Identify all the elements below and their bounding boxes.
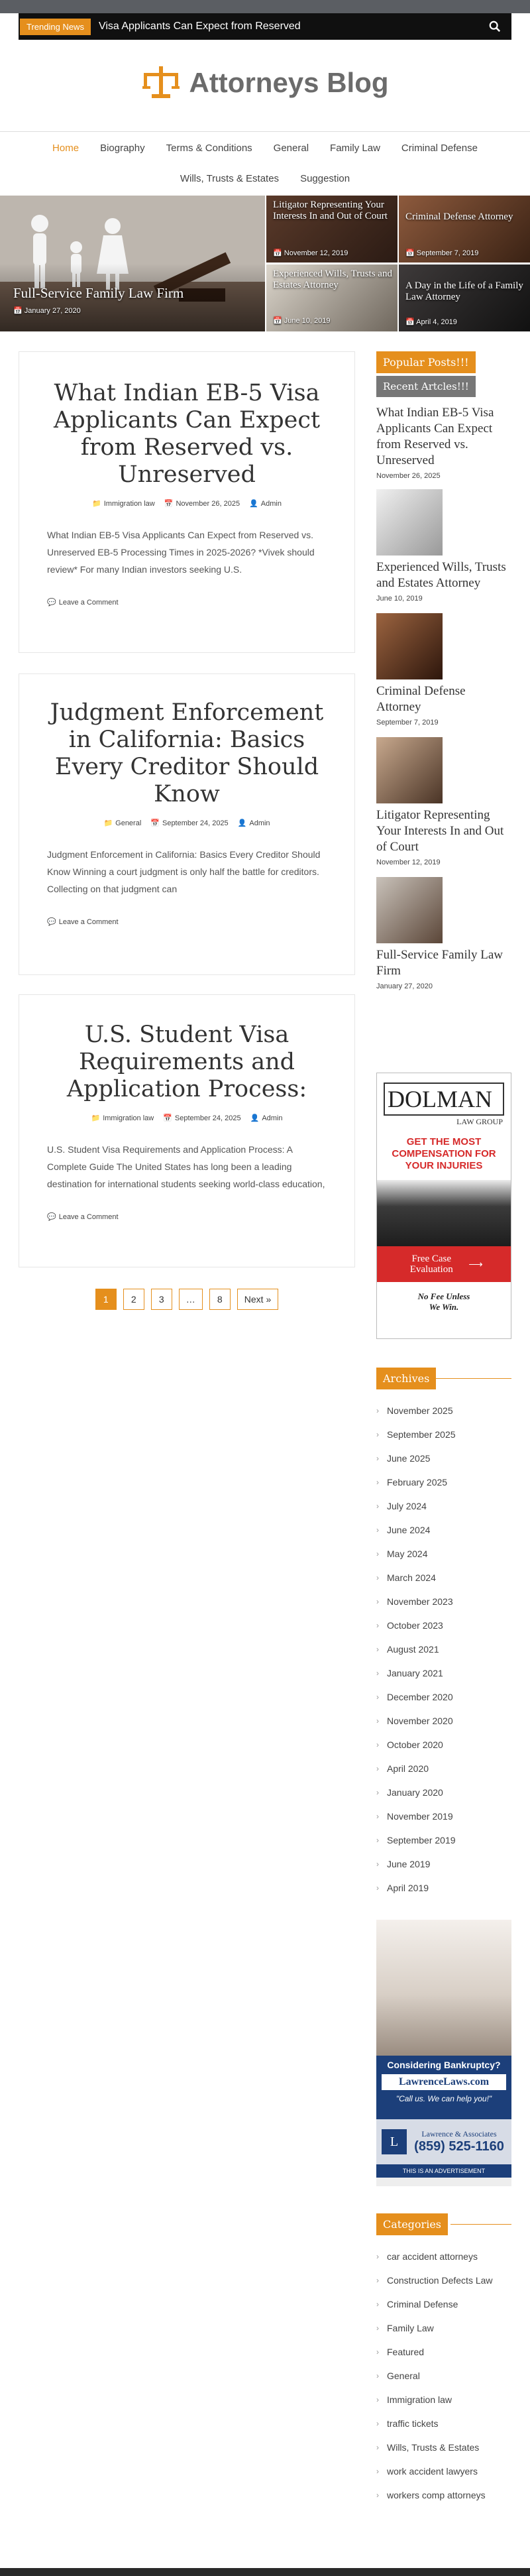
archive-text: November 2020 xyxy=(387,1715,453,1726)
categories-rule xyxy=(450,2224,511,2225)
archive-text: March 2024 xyxy=(387,1572,436,1583)
post-card xyxy=(19,994,355,1267)
user-icon: 👤 xyxy=(250,1114,260,1122)
post-date-text: September 24, 2025 xyxy=(162,819,229,827)
trending-bar xyxy=(19,13,511,40)
leave-comment-text: Leave a Comment xyxy=(58,598,119,607)
dolman-cta-button[interactable] xyxy=(377,1246,511,1282)
archive-text: June 2024 xyxy=(387,1524,431,1535)
category-text: car accident attorneys xyxy=(387,2251,478,2262)
archive-item[interactable] xyxy=(376,1399,511,1423)
dolman-headline: GET THE MOST COMPENSATION FOR YOUR INJURIES xyxy=(392,1136,496,1171)
post-card xyxy=(19,673,355,975)
calendar-icon: 📅 xyxy=(164,500,174,508)
post-author-text: Admin xyxy=(260,499,282,508)
trending-headline-link[interactable]: Visa Applicants Can Expect from Reserved xyxy=(98,21,301,32)
post-date-text: September 24, 2025 xyxy=(174,1114,241,1122)
archive-text: April 2020 xyxy=(387,1763,429,1774)
hero-card-title: Litigator Representing Your Interests In and Out of Court xyxy=(273,200,388,221)
categories-list xyxy=(376,2245,511,2507)
post-date xyxy=(150,819,228,827)
archives-rule xyxy=(429,1378,511,1379)
arrow-right-icon: ⟶ xyxy=(468,1259,483,1270)
comment-icon: 💬 xyxy=(47,1213,56,1221)
hero-card-date-text: June 10, 2019 xyxy=(284,317,331,325)
archive-text: September 2019 xyxy=(387,1834,456,1845)
category-text: Construction Defects Law xyxy=(387,2274,493,2286)
chevron-right-icon: › xyxy=(376,1405,379,1415)
nav-biography[interactable]: Biography xyxy=(100,142,145,154)
hero-card-date-text: November 12, 2019 xyxy=(284,249,348,257)
category-text: workers comp attorneys xyxy=(387,2489,486,2500)
archive-item[interactable] xyxy=(376,1637,511,1661)
category-item[interactable] xyxy=(376,2412,511,2435)
nav-wills-trusts[interactable]: Wills, Trusts & Estates xyxy=(180,172,280,184)
chevron-right-icon: › xyxy=(376,1477,379,1487)
archive-item[interactable] xyxy=(376,1852,511,1876)
post-title[interactable]: What Indian EB-5 Visa Applicants Can Expect from Reserved vs. Unreserved xyxy=(53,380,321,488)
nav-home[interactable]: Home xyxy=(52,142,80,154)
hero-card-date: 📅 September 7, 2019 xyxy=(405,249,479,257)
hero-card-litigator[interactable] xyxy=(266,196,398,263)
post-category[interactable] xyxy=(103,819,141,827)
recent-post-date: November 12, 2019 xyxy=(376,858,441,866)
lawrence-line2: "Call us. We can help you!" xyxy=(396,2094,492,2103)
gavel-thumbnail xyxy=(376,613,443,679)
main-nav xyxy=(19,133,511,194)
post-excerpt: What Indian EB-5 Visa Applicants Can Expect from Reserved vs. Unreserved EB-5 Processing Times in 2025-2026? *Vivek should review* For many Indian investors seeking U.S. xyxy=(47,530,315,575)
archive-text: November 2023 xyxy=(387,1596,453,1607)
category-item[interactable] xyxy=(376,2292,511,2316)
category-text: Family Law xyxy=(387,2322,434,2333)
category-item[interactable] xyxy=(376,2388,511,2412)
user-icon: 👤 xyxy=(249,500,258,508)
featured-slider xyxy=(0,196,530,331)
folder-icon: 📁 xyxy=(92,500,101,508)
archive-item[interactable] xyxy=(376,1590,511,1613)
chevron-right-icon: › xyxy=(376,2347,379,2357)
post-category-text: Immigration law xyxy=(103,1114,154,1122)
trending-badge: Trending News xyxy=(20,19,91,35)
lawrence-ad-body xyxy=(376,2056,511,2119)
archive-item[interactable] xyxy=(376,1757,511,1781)
archive-item[interactable] xyxy=(376,1781,511,1804)
chevron-right-icon: › xyxy=(376,2299,379,2309)
category-text: Featured xyxy=(387,2346,425,2357)
category-item[interactable] xyxy=(376,2316,511,2340)
category-text: traffic tickets xyxy=(387,2418,439,2429)
chevron-right-icon: › xyxy=(376,1525,379,1535)
nav-general[interactable]: General xyxy=(273,142,309,154)
chevron-right-icon: › xyxy=(376,2490,379,2500)
chevron-right-icon: › xyxy=(376,1763,379,1773)
archive-text: January 2021 xyxy=(387,1667,443,1678)
nav-row-1 xyxy=(19,133,511,163)
leave-comment-text: Leave a Comment xyxy=(58,1212,119,1221)
archive-item[interactable] xyxy=(376,1566,511,1590)
hero-card-wills[interactable] xyxy=(266,264,398,331)
dolman-brand: DOLMAN xyxy=(388,1086,492,1112)
post-meta xyxy=(19,1114,354,1122)
archive-item[interactable] xyxy=(376,1733,511,1757)
comment-icon: 💬 xyxy=(47,599,56,607)
archive-item[interactable] xyxy=(376,1542,511,1566)
post-meta xyxy=(19,819,354,827)
archive-item[interactable] xyxy=(376,1804,511,1828)
folder-icon: 📁 xyxy=(103,819,113,827)
nav-row-2 xyxy=(19,163,511,194)
chevron-right-icon: › xyxy=(376,1429,379,1439)
chevron-right-icon: › xyxy=(376,1787,379,1797)
recent-post-item[interactable] xyxy=(376,489,511,603)
chevron-right-icon: › xyxy=(376,2251,379,2261)
hero-main-date-text: January 27, 2020 xyxy=(24,307,81,315)
archive-text: September 2025 xyxy=(387,1429,456,1440)
archive-text: July 2024 xyxy=(387,1500,427,1511)
archive-text: August 2021 xyxy=(387,1643,439,1655)
family-thumbnail xyxy=(376,877,443,943)
recent-post-title: Litigator Representing Your Interests In and Out of Court xyxy=(376,808,504,854)
recent-post-title: Criminal Defense Attorney xyxy=(376,684,466,714)
leave-comment-text: Leave a Comment xyxy=(58,917,119,926)
category-item[interactable] xyxy=(376,2268,511,2292)
dolman-subbrand: LAW GROUP xyxy=(456,1117,503,1126)
comment-icon: 💬 xyxy=(47,918,56,926)
chevron-right-icon: › xyxy=(376,2275,379,2285)
archive-text: November 2019 xyxy=(387,1810,453,1822)
page-3[interactable]: 3 xyxy=(151,1289,172,1310)
post-author-text: Admin xyxy=(249,819,270,827)
hero-card-criminal[interactable] xyxy=(399,196,530,263)
nav-terms[interactable]: Terms & Conditions xyxy=(166,142,252,154)
next-page-button[interactable]: Next » xyxy=(237,1289,278,1310)
nav-family-law[interactable]: Family Law xyxy=(330,142,380,154)
dolman-logo xyxy=(384,1083,504,1116)
chevron-right-icon: › xyxy=(376,1739,379,1749)
archive-text: October 2023 xyxy=(387,1619,443,1631)
recent-post-date: June 10, 2019 xyxy=(376,595,423,603)
page-ellipsis: … xyxy=(179,1289,203,1310)
chevron-right-icon: › xyxy=(376,1549,379,1558)
chevron-right-icon: › xyxy=(376,2371,379,2380)
post-date xyxy=(163,1114,240,1122)
stressed-man-photo xyxy=(376,1920,511,2056)
category-item[interactable] xyxy=(376,2459,511,2483)
archive-text: December 2020 xyxy=(387,1691,453,1702)
top-strip xyxy=(0,0,530,13)
dolman-footer xyxy=(377,1291,511,1313)
recent-post-date: January 27, 2020 xyxy=(376,982,433,990)
post-category[interactable] xyxy=(92,499,155,508)
archive-item[interactable] xyxy=(376,1661,511,1685)
recent-post-date: November 26, 2025 xyxy=(376,472,441,480)
hero-main-card[interactable] xyxy=(0,196,265,331)
post-author-text: Admin xyxy=(262,1114,283,1122)
chevron-right-icon: › xyxy=(376,1883,379,1893)
hero-card-family-day[interactable] xyxy=(399,264,530,331)
post-date xyxy=(164,499,240,508)
archive-item[interactable] xyxy=(376,1828,511,1852)
post-meta xyxy=(19,499,354,508)
archive-item[interactable] xyxy=(376,1685,511,1709)
archive-item[interactable] xyxy=(376,1446,511,1470)
post-title[interactable]: U.S. Student Visa Requirements and Application Process: xyxy=(66,1022,307,1102)
hero-card-date: 📅 November 12, 2019 xyxy=(273,249,348,257)
archive-text: January 2020 xyxy=(387,1786,443,1798)
archives-label: Archives xyxy=(376,1368,436,1389)
hero-card-title: A Day in the Life of a Family Law Attorney xyxy=(405,280,523,302)
post-date-text: November 26, 2025 xyxy=(176,499,240,508)
recent-post-item[interactable] xyxy=(376,877,511,990)
archive-item[interactable] xyxy=(376,1494,511,1518)
nav-divider xyxy=(0,131,530,132)
archive-item[interactable] xyxy=(376,1876,511,1900)
chevron-right-icon: › xyxy=(376,1716,379,1726)
archive-text: February 2025 xyxy=(387,1476,448,1488)
nav-suggestion[interactable]: Suggestion xyxy=(300,172,350,184)
archive-text: June 2019 xyxy=(387,1858,431,1869)
leave-comment-link[interactable] xyxy=(19,598,354,607)
post-title[interactable]: Judgment Enforcement in California: Basics Every Creditor Should Know xyxy=(50,699,324,807)
chevron-right-icon: › xyxy=(376,1835,379,1845)
litigator-thumbnail xyxy=(376,737,443,803)
recent-label: Recent Artcles!!! xyxy=(376,376,476,397)
page-2[interactable]: 2 xyxy=(123,1289,144,1310)
chevron-right-icon: › xyxy=(376,1453,379,1463)
post-author[interactable] xyxy=(250,1114,283,1122)
chevron-right-icon: › xyxy=(376,2323,379,2333)
chevron-right-icon: › xyxy=(376,1692,379,1702)
archive-text: October 2020 xyxy=(387,1739,443,1750)
post-category-text: General xyxy=(115,819,142,827)
folder-icon: 📁 xyxy=(91,1114,101,1122)
recent-post-item[interactable] xyxy=(376,613,511,727)
archive-item[interactable] xyxy=(376,1518,511,1542)
dolman-footer-line1: No Fee Unless xyxy=(417,1291,470,1301)
dolman-cta-text: Free Case Evaluation xyxy=(409,1254,453,1275)
calendar-icon: 📅 xyxy=(163,1114,172,1122)
chevron-right-icon: › xyxy=(376,2394,379,2404)
archive-item[interactable] xyxy=(376,1470,511,1494)
lawrence-site: LawrenceLaws.com xyxy=(382,2074,506,2090)
chevron-right-icon: › xyxy=(376,1668,379,1678)
post-category[interactable] xyxy=(91,1114,154,1122)
archive-text: May 2024 xyxy=(387,1548,428,1559)
chevron-right-icon: › xyxy=(376,1596,379,1606)
recent-post-title: What Indian EB-5 Visa Applicants Can Expect from Reserved vs. Unreserved xyxy=(376,406,494,467)
archives-widget xyxy=(376,1368,511,1900)
recent-post-title: Full-Service Family Law Firm xyxy=(376,948,504,978)
recent-post-item[interactable] xyxy=(376,737,511,866)
category-text: Wills, Trusts & Estates xyxy=(387,2441,480,2453)
archive-item[interactable] xyxy=(376,1709,511,1733)
hero-main-title: Full-Service Family Law Firm xyxy=(13,285,184,301)
lawrence-phone: (859) 525-1160 xyxy=(414,2139,504,2154)
chevron-right-icon: › xyxy=(376,1859,379,1869)
hero-card-date-text: September 7, 2019 xyxy=(416,249,479,257)
chevron-right-icon: › xyxy=(376,1501,379,1511)
category-text: Criminal Defense xyxy=(387,2298,458,2310)
search-icon[interactable] xyxy=(489,21,501,32)
archives-list xyxy=(376,1399,511,1900)
post-excerpt: Judgment Enforcement in California: Basics Every Creditor Should Know Winning a court judgment is only half the battle for creditors. Collecting on that judgment can xyxy=(47,849,321,894)
sidebar xyxy=(376,351,511,990)
post-author[interactable] xyxy=(249,499,282,508)
chevron-right-icon: › xyxy=(376,2418,379,2428)
site-header xyxy=(0,63,530,103)
categories-widget xyxy=(376,2213,511,2507)
leave-comment-link[interactable] xyxy=(19,1212,354,1221)
lawrence-ad-banner[interactable] xyxy=(376,1920,511,2186)
category-text: Immigration law xyxy=(387,2394,452,2405)
lawrence-contact xyxy=(376,2119,511,2164)
footer-strip xyxy=(0,2568,530,2576)
site-logo-link[interactable] xyxy=(141,64,388,102)
category-item[interactable] xyxy=(376,2245,511,2268)
chevron-right-icon: › xyxy=(376,2466,379,2476)
lawrence-firm: Lawrence & Associates xyxy=(421,2129,497,2138)
archive-text: November 2025 xyxy=(387,1405,453,1416)
hero-card-title: Experienced Wills, Trusts and Estates Attorney xyxy=(273,268,392,290)
post-excerpt: U.S. Student Visa Requirements and Application Process: A Complete Guide The United States has long been a leading destination for international students seeking world-class education, xyxy=(47,1144,325,1189)
category-text: work accident lawyers xyxy=(387,2465,478,2477)
pagination xyxy=(19,1289,355,1310)
chevron-right-icon: › xyxy=(376,1572,379,1582)
categories-label: Categories xyxy=(376,2213,448,2235)
lawrence-disclaimer: THIS IS AN ADVERTISEMENT xyxy=(376,2164,511,2178)
page-1[interactable]: 1 xyxy=(95,1289,117,1310)
hero-card-title: Criminal Defense Attorney xyxy=(405,211,513,222)
scales-logo-icon xyxy=(141,64,181,102)
archive-text: June 2025 xyxy=(387,1452,431,1464)
page-8[interactable]: 8 xyxy=(209,1289,231,1310)
hero-main-date: 📅 January 27, 2020 xyxy=(13,307,81,315)
post-author[interactable] xyxy=(238,819,270,827)
category-item[interactable] xyxy=(376,2435,511,2459)
lawrence-line1: Considering Bankruptcy? xyxy=(387,2060,501,2070)
recent-post-item[interactable] xyxy=(376,405,511,480)
category-item[interactable] xyxy=(376,2340,511,2364)
leave-comment-link[interactable] xyxy=(19,917,354,926)
wills-thumbnail xyxy=(376,489,443,556)
category-text: General xyxy=(387,2370,420,2381)
chevron-right-icon: › xyxy=(376,1644,379,1654)
user-icon: 👤 xyxy=(237,819,247,827)
archive-item[interactable] xyxy=(376,1423,511,1446)
recent-widget-title xyxy=(376,376,511,397)
hero-card-date: 📅 June 10, 2019 xyxy=(273,317,331,325)
nav-criminal-defense[interactable]: Criminal Defense xyxy=(401,142,478,154)
recent-post-title: Experienced Wills, Trusts and Estates Attorney xyxy=(376,560,506,590)
chevron-right-icon: › xyxy=(376,1811,379,1821)
dolman-ad-banner[interactable] xyxy=(376,1073,511,1339)
chevron-right-icon: › xyxy=(376,1620,379,1630)
archive-text: April 2019 xyxy=(387,1882,429,1893)
chevron-right-icon: › xyxy=(376,2442,379,2452)
recent-post-date: September 7, 2019 xyxy=(376,719,439,727)
lawrence-logo-icon: L xyxy=(382,2129,407,2154)
dolman-team-photo xyxy=(377,1180,511,1246)
popular-widget-title xyxy=(376,351,511,373)
category-item[interactable] xyxy=(376,2483,511,2507)
hero-card-date-text: April 4, 2019 xyxy=(416,318,457,326)
site-title: Attorneys Blog xyxy=(189,67,389,98)
post-category-text: Immigration law xyxy=(103,499,155,508)
popular-label: Popular Posts!!! xyxy=(376,351,476,373)
post-card xyxy=(19,351,355,653)
hero-card-date: 📅 April 4, 2019 xyxy=(405,318,457,326)
calendar-icon: 📅 xyxy=(150,819,160,827)
dolman-footer-line2: We Win. xyxy=(429,1302,459,1312)
category-item[interactable] xyxy=(376,2364,511,2388)
archive-item[interactable] xyxy=(376,1613,511,1637)
